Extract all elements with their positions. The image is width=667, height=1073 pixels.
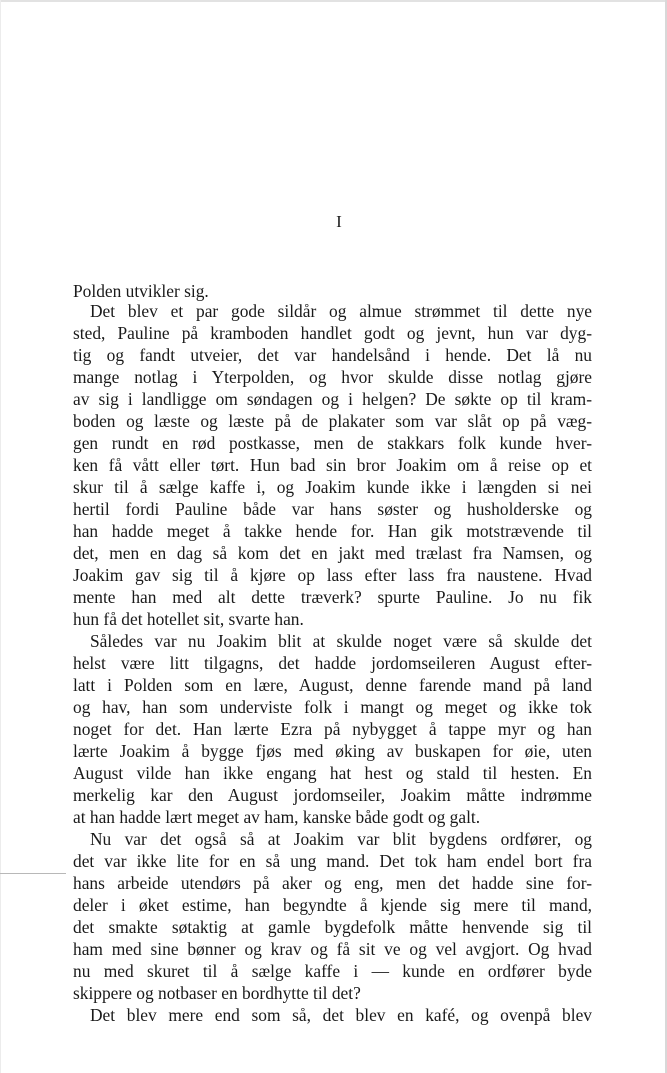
text-line: boden og læste og læste på de plakater som var slåt op på væg- bbox=[73, 411, 592, 431]
text-line: det var ikke lite for en så ung mand. Det tok ham endel bort fra bbox=[73, 851, 592, 871]
page-top-edge bbox=[0, 0, 667, 2]
text-line: mente han med alt dette træverk? spurte Pauline. Jo nu fik bbox=[73, 587, 592, 607]
text-line: ham med sine bønner og krav og få sit ve og vel avgjort. Og hvad bbox=[73, 939, 592, 959]
text-line: deler i øket estime, han begyndte å kjende sig mere til mand, bbox=[73, 895, 592, 915]
text-line: at han hadde lært meget av ham, kanske både godt og galt. bbox=[73, 807, 481, 827]
text-line: skur til å sælge kaffe i, og Joakim kunde ikke i længden si nei bbox=[73, 477, 592, 497]
text-line: hertil fordi Pauline både var hans søster og husholderske og bbox=[73, 499, 592, 519]
text-line: Det blev mere end som så, det blev en kafé, og ovenpå blev bbox=[90, 1005, 592, 1025]
text-line: August vilde han ikke engang hat hest og stald til hesten. En bbox=[73, 763, 592, 783]
text-line: helst være litt tilgagns, det hadde jordomseileren August efter- bbox=[73, 653, 592, 673]
text-line: skippere og notbaser en bordhytte til det? bbox=[73, 983, 361, 1003]
text-line: Nu var det også så at Joakim var blit bygdens ordfører, og bbox=[90, 829, 592, 849]
text-line: sted, Pauline på kramboden handlet godt og jevnt, hun var dyg- bbox=[73, 323, 592, 343]
text-line: det smakte søtaktig at gamle bygdefolk måtte henvende sig til bbox=[73, 917, 592, 937]
text-line: og hav, han som underviste folk i mangt og meget og ikke tok bbox=[73, 697, 592, 717]
text-line: det, men en dag så kom det en jakt med trælast fra Namsen, og bbox=[73, 543, 592, 563]
text-line: Polden utvikler sig. bbox=[73, 281, 209, 301]
text-line: hans arbeide utendørs på aker og eng, men det hadde sine for- bbox=[73, 873, 592, 893]
text-line: lærte Joakim å bygge fjøs med øking av buskapen for øie, uten bbox=[73, 741, 592, 761]
text-line: han hadde meget å takke hende for. Han gik motstrævende til bbox=[73, 521, 592, 541]
text-line: av sig i landligge om søndagen og i helgen? De søkte op til kram- bbox=[73, 389, 592, 409]
text-line: noget for det. Han lærte Ezra på nybygget å tappe myr og han bbox=[73, 719, 592, 739]
scan-line-mark bbox=[0, 873, 66, 874]
text-line: ken få vått eller tørt. Hun bad sin bror Joakim om å reise op et bbox=[73, 455, 592, 475]
text-line: Joakim gav sig til å kjøre op lass efter lass fra naustene. Hvad bbox=[73, 565, 592, 585]
text-line: Således var nu Joakim blit at skulde noget være så skulde det bbox=[90, 631, 592, 651]
text-line: gen rundt en rød postkasse, men de stakkars folk kunde hver- bbox=[73, 433, 592, 453]
chapter-number: I bbox=[336, 212, 342, 231]
page-left-edge bbox=[0, 0, 1, 1073]
text-line: nu med skuret til å sælge kaffe i — kunde en ordfører byde bbox=[73, 961, 592, 981]
text-line: latt i Polden som en lære, August, denne farende mand på land bbox=[73, 675, 592, 695]
text-line: merkelig kar den August jordomseiler, Joakim måtte indrømme bbox=[73, 785, 592, 805]
text-line: tig og fandt utveier, det var handelsånd i hende. Det lå nu bbox=[73, 345, 592, 365]
text-line: Det blev et par gode sildår og almue strømmet til dette nye bbox=[90, 301, 592, 321]
text-line: mange notlag i Yterpolden, og hvor skulde disse notlag gjøre bbox=[73, 367, 592, 387]
text-line: hun få det hotellet sit, svarte han. bbox=[73, 609, 304, 629]
